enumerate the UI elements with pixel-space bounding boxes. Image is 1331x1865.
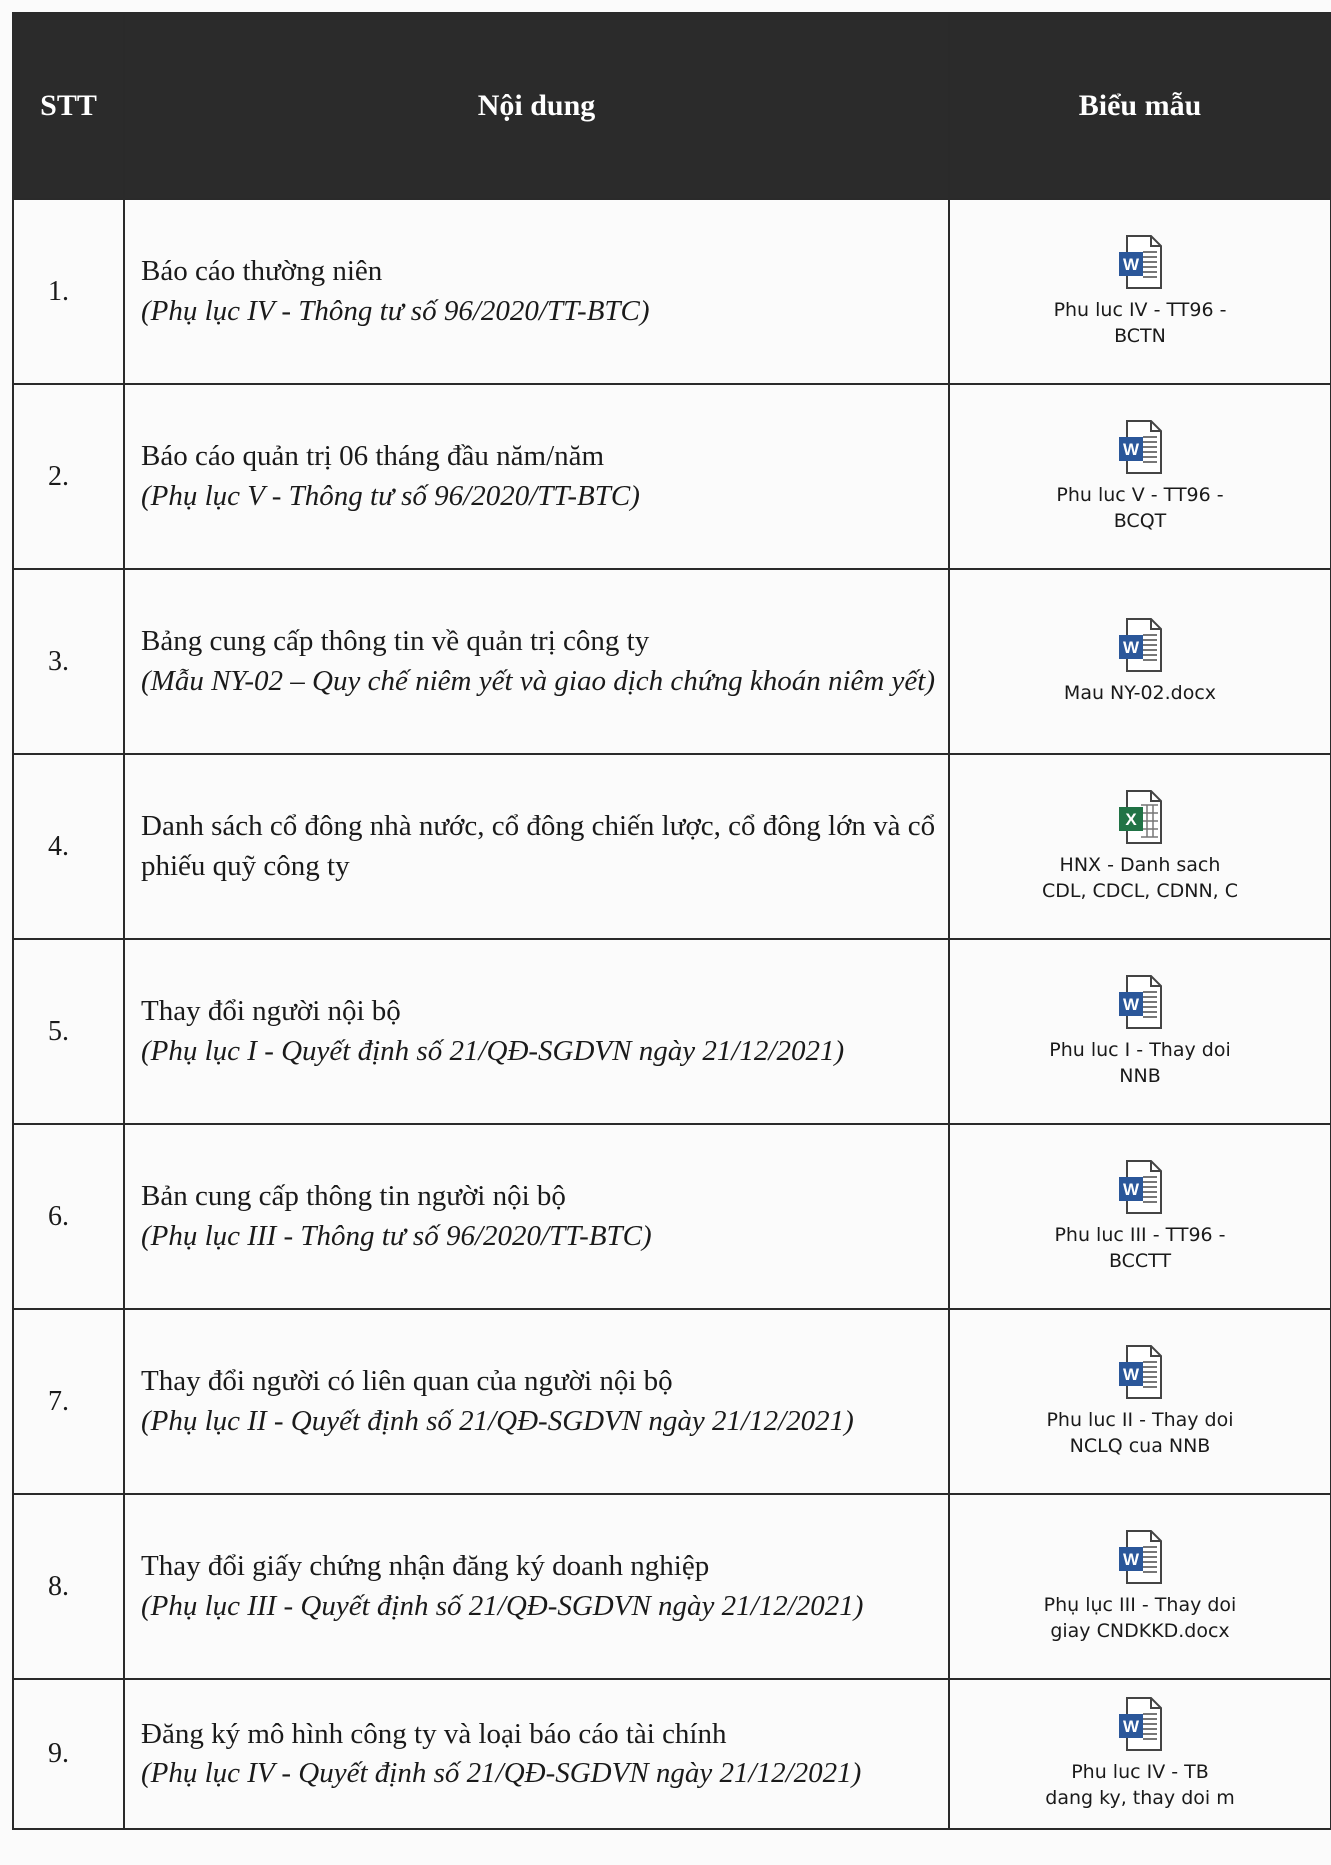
document-title: Danh sách cổ đông nhà nước, cổ đông chiến lược, cổ đông lớn và cổ phiếu quỹ công ty (141, 810, 936, 882)
excel-spreadsheet-icon (1117, 789, 1163, 845)
legal-reference: (Mẫu NY-02 – Quy chế niêm yết và giao dịch chứng khoán niêm yết) (141, 664, 936, 697)
form-attachment[interactable] (949, 1679, 1331, 1829)
table-row (13, 199, 1331, 384)
row-content (124, 1124, 949, 1309)
attachment-file-name[interactable]: Phu luc IV - TT96 - BCTN (1053, 298, 1227, 347)
file-type-letter: W (1122, 1717, 1140, 1737)
row-number: 6. (13, 1124, 124, 1309)
row-number: 7. (13, 1309, 124, 1494)
form-attachment[interactable] (949, 384, 1331, 569)
file-type-letter: W (1122, 1179, 1140, 1199)
document-title: Thay đổi người có liên quan của người nội bộ (141, 1365, 673, 1398)
row-content (124, 1309, 949, 1494)
document-title: Báo cáo quản trị 06 tháng đầu năm/năm (141, 440, 605, 473)
legal-reference: (Phụ lục I - Quyết định số 21/QĐ-SGDVN ngày 21/12/2021) (141, 1034, 845, 1067)
form-attachment[interactable] (949, 939, 1331, 1124)
form-attachment[interactable] (949, 1494, 1331, 1679)
legal-reference: (Phụ lục IV - Quyết định số 21/QĐ-SGDVN ngày 21/12/2021) (141, 1757, 862, 1789)
form-attachment[interactable] (949, 199, 1331, 384)
table-row (13, 1309, 1331, 1494)
row-content (124, 569, 949, 754)
header-content: Nội dung (124, 13, 949, 199)
document-title: Bảng cung cấp thông tin về quản trị công ty (141, 625, 650, 658)
form-attachment[interactable] (949, 1124, 1331, 1309)
form-attachment[interactable] (949, 569, 1331, 754)
legal-reference: (Phụ lục III - Thông tư số 96/2020/TT-BTC) (141, 1219, 652, 1252)
file-type-letter: W (1122, 1549, 1140, 1569)
word-document-icon (1117, 617, 1163, 673)
legal-reference: (Phụ lục III - Quyết định số 21/QĐ-SGDVN ngày 21/12/2021) (141, 1589, 864, 1622)
header-form: Biểu mẫu (949, 13, 1331, 199)
table-header-row (13, 13, 1331, 199)
table-body (13, 199, 1331, 1829)
attachment-file-name[interactable]: Phu luc IV - TB dang ky, thay doi m (1045, 1761, 1235, 1809)
file-type-letter: W (1122, 254, 1140, 274)
file-type-letter: X (1125, 809, 1137, 829)
word-document-icon (1117, 234, 1163, 290)
row-number: 8. (13, 1494, 124, 1679)
file-type-letter: W (1122, 439, 1140, 459)
document-title: Bản cung cấp thông tin người nội bộ (141, 1180, 566, 1213)
word-document-icon (1117, 974, 1163, 1030)
legal-reference: (Phụ lục V - Thông tư số 96/2020/TT-BTC) (141, 479, 640, 512)
row-content (124, 199, 949, 384)
file-type-letter: W (1122, 1364, 1140, 1384)
legal-reference: (Phụ lục II - Quyết định số 21/QĐ-SGDVN ngày 21/12/2021) (141, 1404, 854, 1437)
word-document-icon (1117, 1529, 1163, 1585)
attachment-file-name[interactable]: Phu luc V - TT96 - BCQT (1056, 483, 1224, 532)
row-number: 1. (13, 199, 124, 384)
row-number: 4. (13, 754, 124, 939)
legal-reference: (Phụ lục IV - Thông tư số 96/2020/TT-BTC) (141, 294, 650, 327)
table-row (13, 569, 1331, 754)
attachment-file-name[interactable]: Phu luc II - Thay doi NCLQ cua NNB (1046, 1408, 1234, 1457)
row-content (124, 384, 949, 569)
row-content (124, 939, 949, 1124)
file-type-letter: W (1122, 994, 1140, 1014)
word-document-icon (1117, 419, 1163, 475)
row-content (124, 1679, 949, 1829)
form-attachment[interactable] (949, 754, 1331, 939)
row-content (124, 1494, 949, 1679)
table-row (13, 1494, 1331, 1679)
table-row (13, 384, 1331, 569)
row-number: 3. (13, 569, 124, 754)
table-row (13, 754, 1331, 939)
word-document-icon (1117, 1159, 1163, 1215)
table-row (13, 939, 1331, 1124)
row-number: 5. (13, 939, 124, 1124)
header-stt: STT (13, 13, 124, 199)
form-attachment[interactable] (949, 1309, 1331, 1494)
attachment-file-name[interactable]: Mau NY-02.docx (1063, 681, 1217, 704)
row-content (124, 754, 949, 939)
document-title: Báo cáo thường niên (141, 255, 383, 288)
attachment-file-name[interactable]: Phu luc III - TT96 - BCCTT (1054, 1223, 1226, 1272)
document-title: Thay đổi người nội bộ (141, 995, 401, 1028)
file-type-letter: W (1122, 637, 1140, 657)
table-row (13, 1124, 1331, 1309)
row-number: 2. (13, 384, 124, 569)
row-number: 9. (13, 1679, 124, 1829)
word-document-icon (1117, 1696, 1163, 1752)
document-title: Đăng ký mô hình công ty và loại báo cáo tài chính (141, 1717, 727, 1750)
word-document-icon (1117, 1344, 1163, 1400)
table-row (13, 1679, 1331, 1829)
forms-table (12, 12, 1331, 1830)
document-title: Thay đổi giấy chứng nhận đăng ký doanh nghiệp (141, 1550, 710, 1583)
attachment-file-name[interactable]: Phụ lục III - Thay doi giay CNDKKD.docx (1043, 1593, 1237, 1642)
attachment-file-name[interactable]: HNX - Danh sach CDL, CDCL, CDNN, C (1041, 853, 1239, 902)
attachment-file-name[interactable]: Phu luc I - Thay doi NNB (1049, 1038, 1231, 1087)
